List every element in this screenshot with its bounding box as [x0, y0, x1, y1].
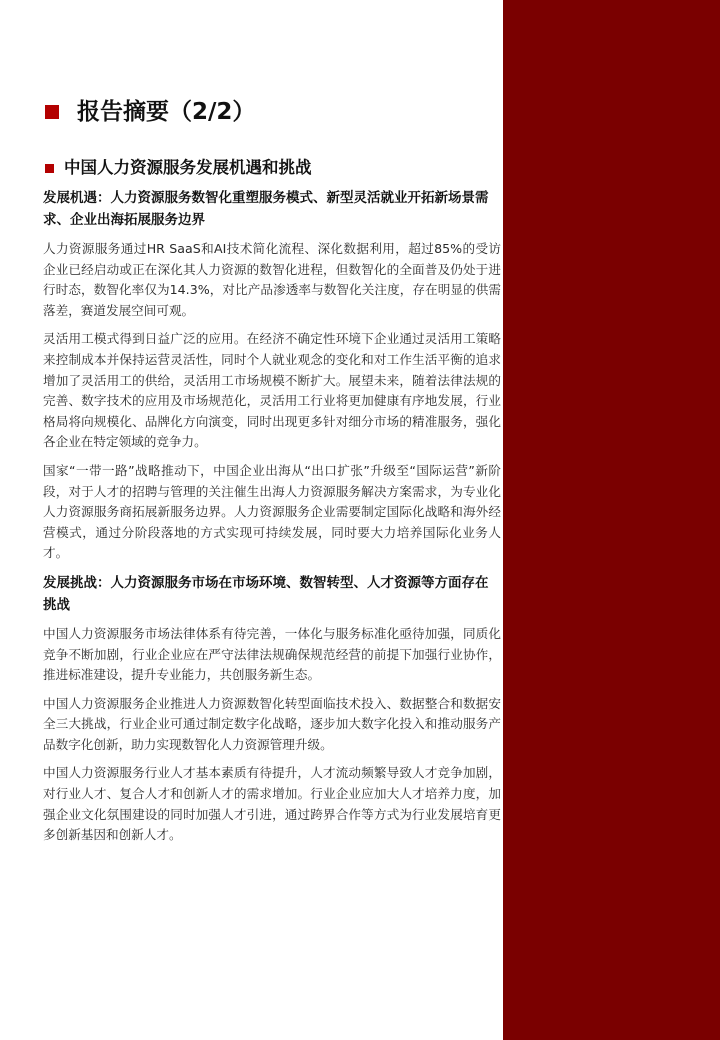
- decorative-side-band: [503, 0, 720, 1040]
- title-bullet-icon: [45, 105, 59, 119]
- section-heading-text: 中国人力资源服务发展机遇和挑战: [64, 158, 312, 177]
- section-heading: [45, 156, 501, 180]
- challenge-paragraph-digital: 中国人力资源服务企业推进人力资源数智化转型面临技术投入、数据整合和数据安全三大挑战，行业企业可通过制定数字化战略，逐步加大数字化投入和推动服务产品数字化创新，助力实现数智化人力资源管理升级。: [43, 695, 501, 752]
- opportunity-paragraph-overseas: 国家“一带一路”战略推动下，中国企业出海从“出口扩张”升级至“国际运营”新阶段，对于人才的招聘与管理的关注催生出海人力资源服务解决方案需求，为专业化人力资源服务商拓展新服务边界。人力资源服务企业需要制定国际化战略和海外经营模式，通过分阶段落地的方式实现可持续发展，同时要大力培养国际化业务人才。: [43, 462, 501, 561]
- challenges-heading: 发展挑战：人力资源服务市场在市场环境、数智转型、人才资源等方面存在挑战: [43, 574, 489, 613]
- page-title-text: 报告摘要（2/2）: [77, 99, 256, 125]
- section-bullet-icon: [45, 164, 54, 173]
- challenge-paragraph-talent: 中国人力资源服务行业人才基本素质有待提升，人才流动频繁导致人才竞争加剧，对行业人才、复合人才和创新人才的需求增加。行业企业应加大人才培养力度，加强企业文化氛围建设的同时加强人才引进，通过跨界合作等方式为行业发展培育更多创新基因和创新人才。: [43, 765, 501, 843]
- page-title: [45, 96, 501, 128]
- report-summary-content: [43, 96, 501, 854]
- opportunities-heading: 发展机遇：人力资源服务数智化重塑服务模式、新型灵活就业开拓新场景需求、企业出海拓展服务边界: [43, 190, 489, 228]
- challenge-paragraph-market: 中国人力资源服务市场法律体系有待完善，一体化与服务标准化亟待加强，同质化竞争不断加剧，行业企业应在严守法律法规确保规范经营的前提下加强行业协作，推进标准建设，提升专业能力，共创服务新生态。: [43, 625, 501, 683]
- opportunity-paragraph-flexible: 灵活用工模式得到日益广泛的应用。在经济不确定性环境下企业通过灵活用工策略来控制成本并保持运营灵活性，同时个人就业观念的变化和对工作生活平衡的追求增加了灵活用工的供给，灵活用工市场规模不断扩大。展望未来，随着法律法规的完善、数字技术的应用及市场规范化，灵活用工行业将更加健康有序地发展，行业格局将向规模化、品牌化方向演变，同时出现更多针对细分市场的精准服务，强化各企业在特定领域的竞争力。: [43, 331, 501, 450]
- opportunity-paragraph-digital: 人力资源服务通过HR SaaS和AI技术简化流程、深化数据利用，超过85%的受访企业已经启动或正在深化其人力资源的数智化进程，但数智化的全面普及仍处于进行时态，数智化率仅为14.3%，对比产品渗透率与数智化关注度，存在明显的供需落差，赛道发展空间可观。: [43, 241, 501, 318]
